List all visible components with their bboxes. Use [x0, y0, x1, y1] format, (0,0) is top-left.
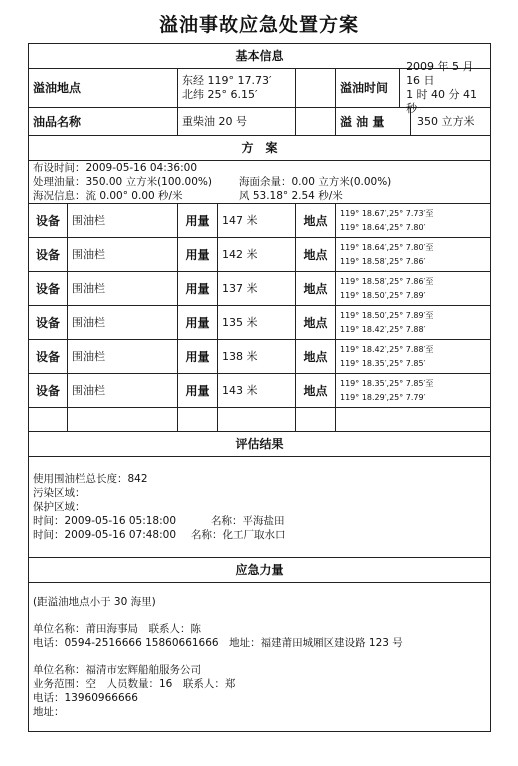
location-to: 119° 18.42′,25° 7.88′ [340, 324, 426, 334]
protected-area: 保护区域： [33, 501, 86, 513]
plan-info-row [29, 161, 491, 204]
assessment-info-row [29, 457, 491, 558]
equipment-location [336, 340, 491, 374]
quantity-label: 用量 [178, 272, 218, 306]
equipment-location [336, 374, 491, 408]
equipment-label: 设备 [29, 340, 68, 374]
protect-name-1: 名称：平海盐田 [211, 515, 285, 527]
quantity-label: 用量 [178, 204, 218, 238]
location-to: 119° 18.58′,25° 7.86′ [340, 256, 426, 266]
spill-time-label-text: 溢油时间 [336, 69, 400, 107]
equipment-row [29, 272, 491, 306]
location-longitude: 东经 119° 17.73′ [182, 74, 272, 87]
assessment-header: 评估结果 [29, 432, 491, 457]
quantity-label: 用量 [178, 340, 218, 374]
equipment-row [29, 204, 491, 238]
assessment-info [29, 457, 491, 558]
location-from: 119° 18.67′,25° 7.73′至 [340, 208, 434, 218]
equipment-location [336, 306, 491, 340]
quantity-label: 用量 [178, 238, 218, 272]
equipment-rows [29, 204, 491, 408]
location-time-row [29, 69, 491, 108]
force-header-row [29, 558, 491, 583]
page-title: 溢油事故应急处置方案 [158, 14, 359, 36]
plan-document-table [28, 43, 491, 732]
equipment-label: 设备 [29, 374, 68, 408]
spill-location-value [178, 69, 296, 108]
unit-1-contact: 电话：0594-2516666 15860661666 地址：福建莆田城厢区建设路 123 号 [33, 637, 403, 649]
force-distance: (距溢油地点小于 30 海里) [33, 596, 156, 608]
location-label: 地点 [296, 306, 336, 340]
polluted-area: 污染区域： [33, 487, 86, 499]
equipment-quantity: 135 米 [218, 306, 296, 340]
location-label: 地点 [296, 204, 336, 238]
assessment-header-row [29, 432, 491, 457]
protect-time-2: 时间：2009-05-16 07:48:00 [33, 529, 177, 541]
spill-amount-label: 溢 油 量 [336, 108, 411, 135]
equipment-quantity: 143 米 [218, 374, 296, 408]
sea-state: 海况信息：流 0.00° 0.00 秒/米 [33, 190, 183, 202]
location-from: 119° 18.64′,25° 7.80′至 [340, 242, 434, 252]
equipment-device: 围油栏 [68, 204, 178, 238]
spill-time-cell [336, 60, 491, 115]
location-label: 地点 [296, 340, 336, 374]
equipment-quantity: 147 米 [218, 204, 296, 238]
oil-name-value: 重柴油 20 号 [178, 108, 296, 136]
equipment-quantity: 138 米 [218, 340, 296, 374]
unit-2-scope: 业务范围：空 人员数量：16 联系人：郑 [33, 678, 236, 690]
location-from: 119° 18.50′,25° 7.89′至 [340, 310, 434, 320]
layout-time: 布设时间：2009-05-16 04:36:00 [33, 162, 198, 174]
plan-info [29, 161, 491, 204]
equipment-label: 设备 [29, 238, 68, 272]
plan-header-row [29, 136, 491, 161]
equipment-row [29, 306, 491, 340]
location-to: 119° 18.50′,25° 7.89′ [340, 290, 426, 300]
spill-location-label: 溢油地点 [29, 69, 178, 108]
basic-info-header: 基本信息 [29, 44, 491, 69]
equipment-device: 围油栏 [68, 272, 178, 306]
equipment-empty-row [29, 408, 491, 432]
wind-info: 风 53.18° 2.54 秒/米 [239, 190, 343, 202]
unit-2-address: 地址： [33, 706, 65, 718]
force-info [29, 583, 491, 732]
equipment-location [336, 238, 491, 272]
protect-time-1: 时间：2009-05-16 05:18:00 [33, 515, 177, 527]
unit-2-phone: 电话：13960966666 [33, 692, 138, 704]
boom-total: 使用围油栏总长度：842 [33, 473, 148, 485]
equipment-label: 设备 [29, 272, 68, 306]
protect-name-2: 名称：化工厂取水口 [191, 529, 286, 541]
equipment-row [29, 238, 491, 272]
location-label: 地点 [296, 374, 336, 408]
location-from: 119° 18.58′,25° 7.86′至 [340, 276, 434, 286]
unit-1-name: 单位名称：莆田海事局 联系人：陈 [33, 623, 201, 635]
equipment-device: 围油栏 [68, 340, 178, 374]
location-from: 119° 18.42′,25° 7.88′至 [340, 344, 434, 354]
spill-time-date: 2009 年 5 月 16 日 [406, 60, 474, 87]
processed-oil: 处理油量：350.00 立方米(100.00%) [33, 176, 212, 188]
equipment-device: 围油栏 [68, 306, 178, 340]
location-latitude: 北纬 25° 6.15′ [182, 88, 258, 101]
location-to: 119° 18.29′,25° 7.79′ [340, 392, 426, 402]
equipment-row [29, 340, 491, 374]
equipment-quantity: 137 米 [218, 272, 296, 306]
spill-time-clock: 1 时 40 分 41 秒 [406, 88, 478, 115]
remaining-oil: 海面余量：0.00 立方米(0.00%) [239, 176, 392, 188]
location-from: 119° 18.35′,25° 7.85′至 [340, 378, 434, 388]
quantity-label: 用量 [178, 374, 218, 408]
location-label: 地点 [296, 272, 336, 306]
equipment-row [29, 374, 491, 408]
equipment-quantity: 142 米 [218, 238, 296, 272]
equipment-label: 设备 [29, 306, 68, 340]
unit-2-name: 单位名称：福清市宏辉船舶服务公司 [33, 664, 201, 676]
oil-name-label: 油品名称 [29, 108, 178, 136]
spill-time-label [296, 69, 336, 108]
equipment-device: 围油栏 [68, 374, 178, 408]
equipment-location [336, 204, 491, 238]
equipment-device: 围油栏 [68, 238, 178, 272]
quantity-label: 用量 [178, 306, 218, 340]
force-header: 应急力量 [29, 558, 491, 583]
location-to: 119° 18.64′,25° 7.80′ [340, 222, 426, 232]
equipment-location [336, 272, 491, 306]
location-to: 119° 18.35′,25° 7.85′ [340, 358, 426, 368]
location-label: 地点 [296, 238, 336, 272]
spill-amount-value: 350 立方米 [417, 114, 475, 128]
force-info-row [29, 583, 491, 732]
equipment-label: 设备 [29, 204, 68, 238]
plan-header: 方 案 [29, 136, 491, 161]
